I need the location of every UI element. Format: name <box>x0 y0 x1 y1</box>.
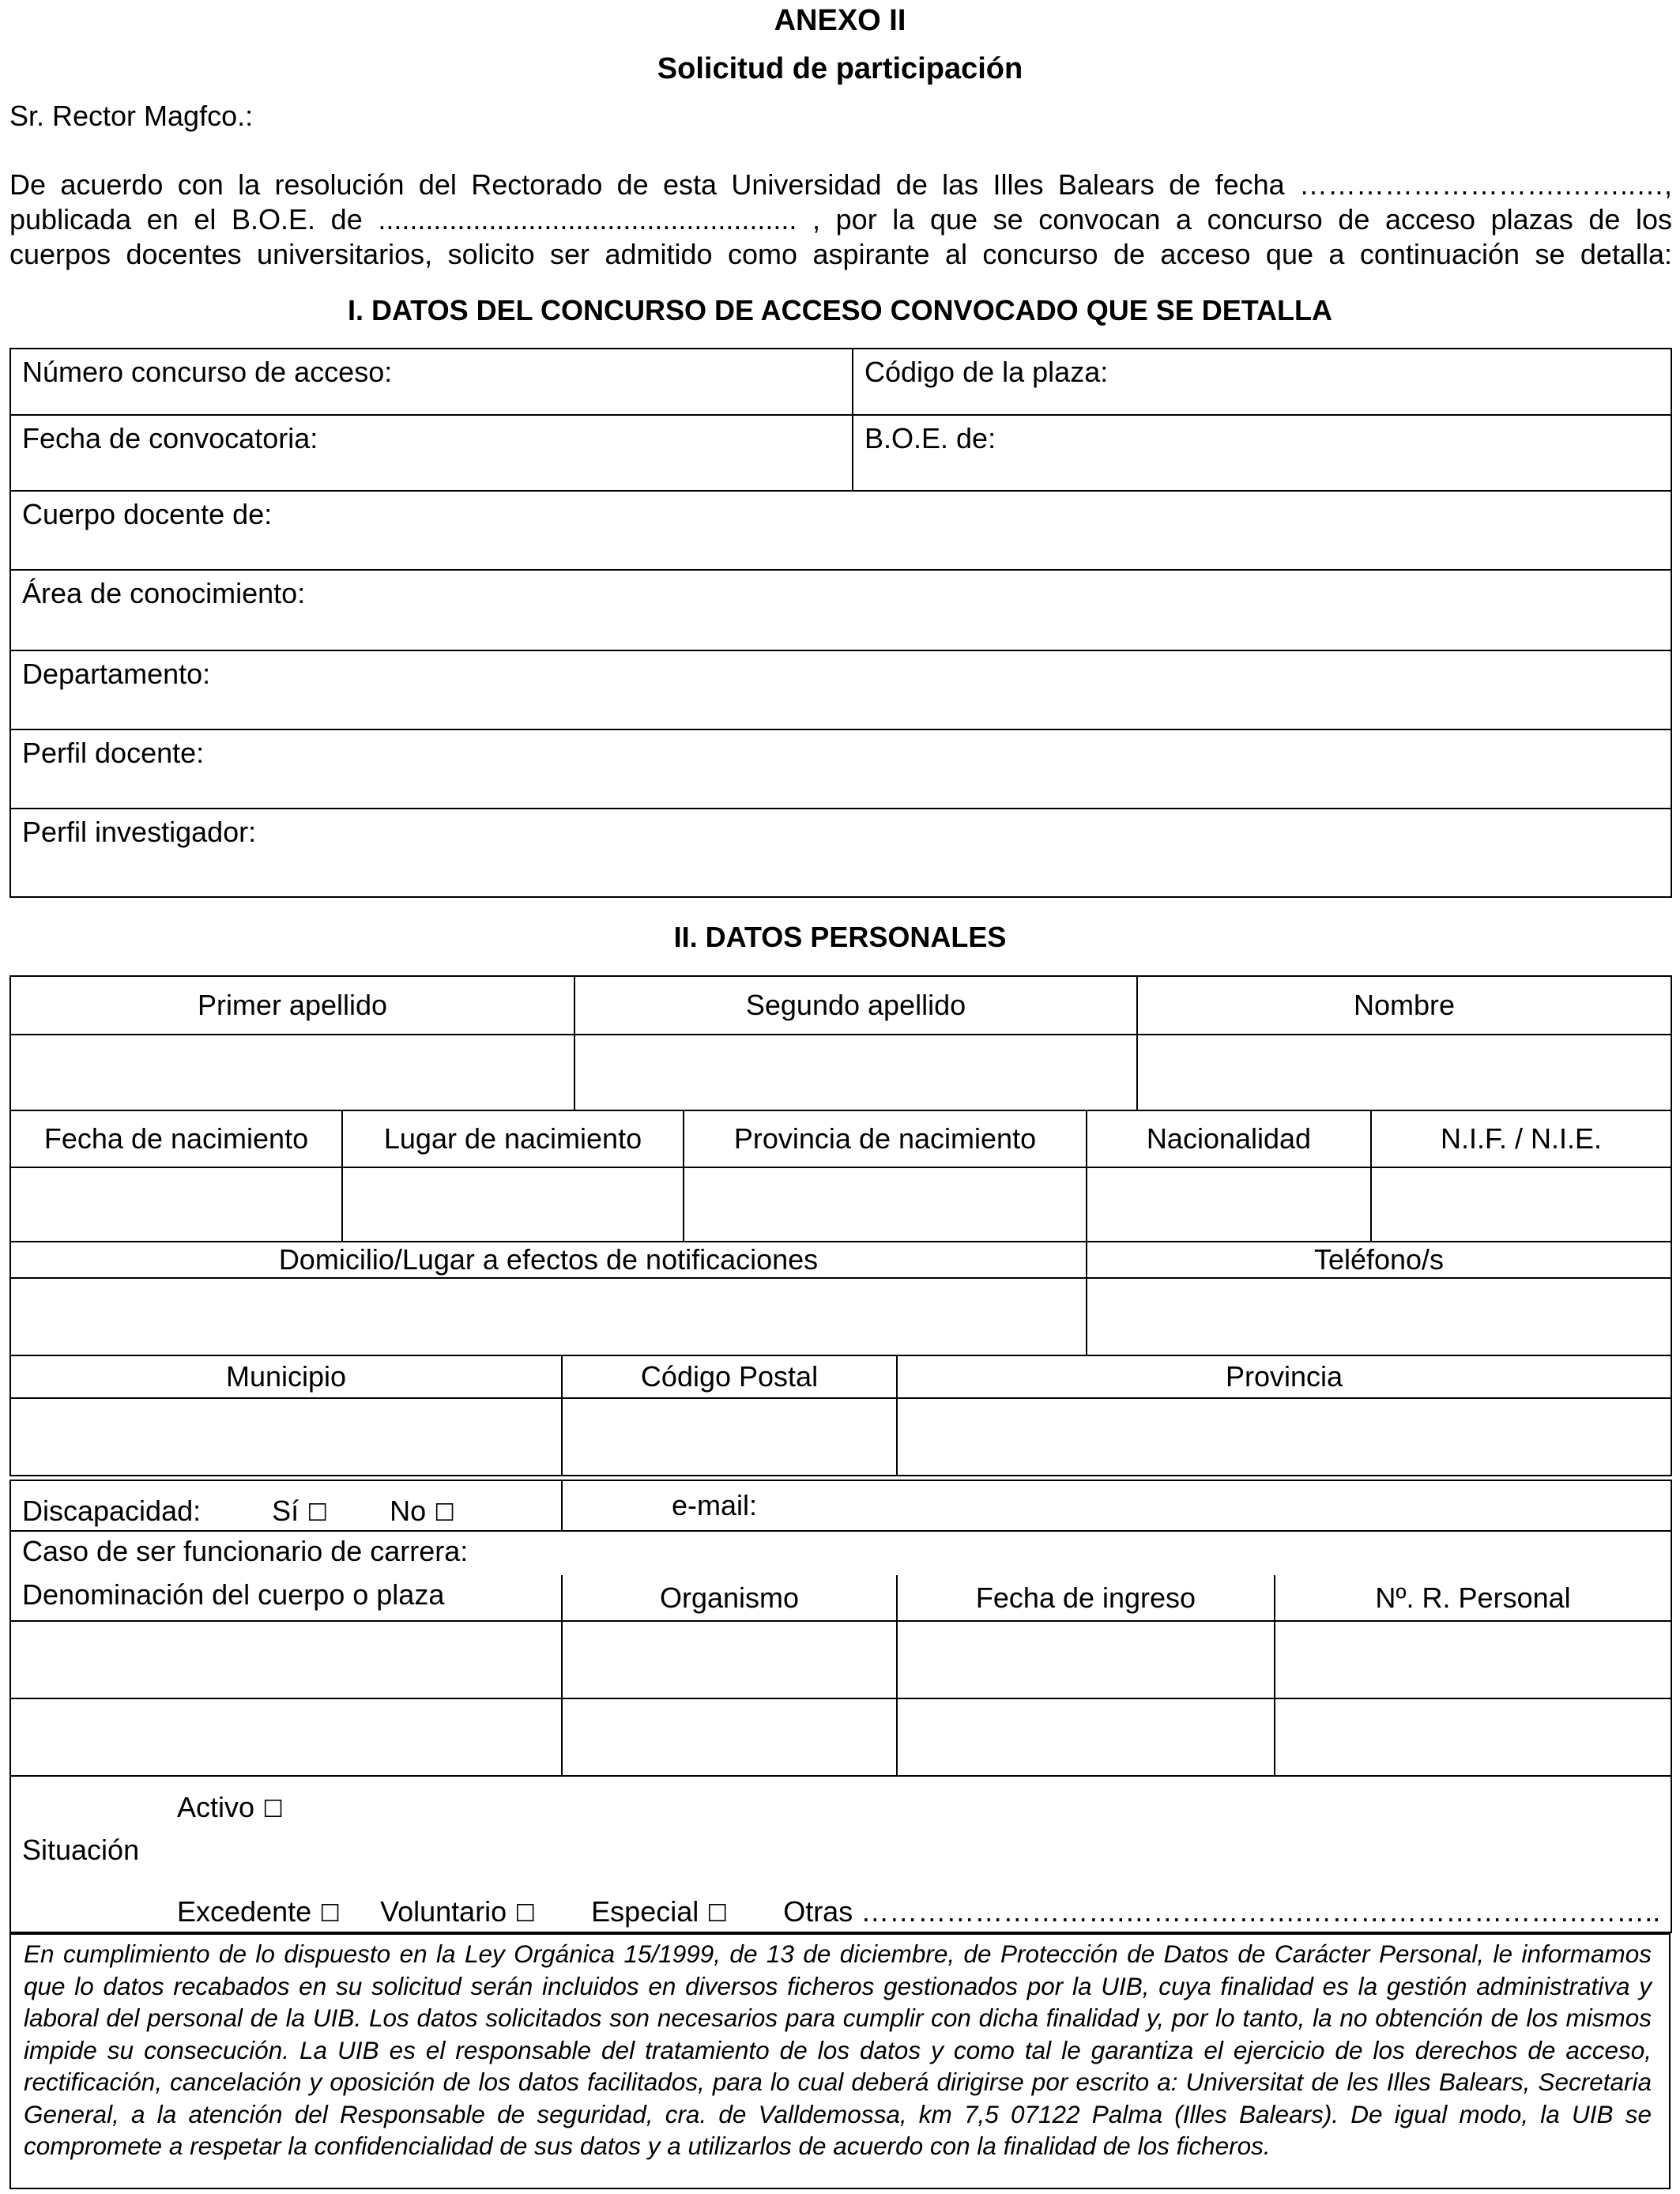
funcionario-cell <box>10 1531 1671 1575</box>
organismo-field-2[interactable] <box>562 1698 897 1776</box>
no-checkbox[interactable]: ☐ <box>434 1499 456 1527</box>
departamento-cell[interactable] <box>10 650 1671 729</box>
excedente-label: Excedente <box>177 1895 312 1928</box>
especial-checkbox[interactable]: ☐ <box>706 1900 729 1928</box>
primer-apellido-field[interactable] <box>10 1035 574 1110</box>
funcionario-table <box>9 1530 1672 1933</box>
nrp-field-1[interactable] <box>1275 1621 1671 1698</box>
fecha-nacimiento-header: Fecha de nacimiento <box>10 1110 342 1167</box>
email-label: e-mail: <box>672 1489 758 1521</box>
names-table <box>9 975 1672 1111</box>
departamento-label: Departamento: <box>22 658 211 690</box>
codigo-plaza-label: Código de la plaza: <box>864 356 1109 388</box>
perfil-docente-cell[interactable] <box>10 729 1671 809</box>
cuerpo-docente-label: Cuerpo docente de: <box>22 498 273 530</box>
nif-header: N.I.F. / N.I.E. <box>1371 1110 1671 1167</box>
address-table <box>9 1241 1672 1356</box>
fecha-ingreso-header: Fecha de ingreso <box>897 1575 1275 1621</box>
especial-label: Especial <box>591 1895 699 1928</box>
provincia-nacimiento-header: Provincia de nacimiento <box>684 1110 1087 1167</box>
voluntario-checkbox[interactable]: ☐ <box>514 1900 537 1928</box>
intro-line-1: De acuerdo con la resolución del Rectorado de esta Universidad de las Illes Balears de fecha ……………………….……..…, <box>9 168 1672 201</box>
nif-field[interactable] <box>1371 1167 1671 1242</box>
codigo-plaza-cell[interactable] <box>853 349 1671 415</box>
fecha-convocatoria-label: Fecha de convocatoria: <box>22 422 318 454</box>
domicilio-field[interactable] <box>10 1278 1087 1355</box>
funcionario-label: Caso de ser funcionario de carrera: <box>22 1535 469 1567</box>
intro-line-2: publicada en el B.O.E. de ..................................................... , por la que se convocan a concurso de acceso plazas de los <box>9 203 1672 236</box>
form-title: Solicitud de participación <box>657 52 1023 85</box>
numero-concurso-cell[interactable] <box>10 349 853 415</box>
si-checkbox[interactable]: ☐ <box>307 1499 329 1527</box>
fecha-ingreso-field-1[interactable] <box>897 1621 1275 1698</box>
activo-option <box>177 1791 284 1826</box>
excedente-checkbox[interactable]: ☐ <box>319 1900 341 1928</box>
codigo-postal-header: Código Postal <box>562 1355 897 1398</box>
perfil-investigador-label: Perfil investigador: <box>22 816 257 848</box>
section-2-title: II. DATOS PERSONALES <box>673 921 1007 953</box>
boe-cell[interactable] <box>853 415 1671 491</box>
nacionalidad-header: Nacionalidad <box>1087 1110 1371 1167</box>
organismo-header: Organismo <box>562 1575 897 1621</box>
primer-apellido-header: Primer apellido <box>10 976 574 1035</box>
codigo-postal-field[interactable] <box>562 1398 897 1476</box>
no-label: No <box>390 1495 427 1527</box>
segundo-apellido-header: Segundo apellido <box>574 976 1137 1035</box>
activo-checkbox[interactable]: ☐ <box>262 1796 284 1823</box>
domicilio-header: Domicilio/Lugar a efectos de notificaciones <box>10 1242 1087 1278</box>
situacion-cell <box>10 1776 1671 1932</box>
intro-paragraph <box>9 168 1672 272</box>
segundo-apellido-field[interactable] <box>574 1035 1137 1110</box>
fecha-nacimiento-field[interactable] <box>10 1167 342 1242</box>
numero-concurso-label: Número concurso de acceso: <box>22 356 393 388</box>
otras-label: Otras <box>783 1895 853 1928</box>
boe-label: B.O.E. de: <box>864 422 996 454</box>
area-conocimiento-label: Área de conocimiento: <box>22 577 306 609</box>
birth-data-table <box>9 1110 1672 1242</box>
nrp-field-2[interactable] <box>1275 1698 1671 1776</box>
voluntario-label: Voluntario <box>380 1895 507 1928</box>
lugar-nacimiento-field[interactable] <box>342 1167 684 1242</box>
legal-notice-text: En cumplimiento de lo dispuesto en la Ley Orgánica 15/1999, de 13 de diciembre, de Protección de Datos de Carácter Personal, le informamos que lo datos recabados en su solicitud serán incluidos en diversos ficheros gestionados por la UIB, cuya finalidad es la gestión administrativa y laboral del personal de la UIB. Los datos solicitados son necesarios para cumplir con dicha finalidad y, por lo tanto, la no obtención de los mismos impide su consecución. La UIB es el responsable del tratamiento de los datos y como tal le garantiza el ejercicio de los derechos de acceso, rectificación, cancelación y oposición de los datos facilitados, para lo cual deberá dirigirse por escrito a: Universitat de les Illes Balears, Secretaria General, a la atención del Responsable de seguridad, cra. de Valldemossa, km 7,5 07122 Palma (Illes Balears). De igual modo, la UIB se compromete a respetar la confidencialidad de sus datos y a utilizarlos de acuerdo con la finalidad de los ficheros. <box>24 1940 1652 2160</box>
email-cell[interactable] <box>562 1480 1671 1531</box>
municipio-field[interactable] <box>10 1398 562 1476</box>
perfil-docente-label: Perfil docente: <box>22 737 205 769</box>
section-1-title: I. DATOS DEL CONCURSO DE ACCESO CONVOCADO QUE SE DETALLA <box>347 294 1333 326</box>
provincia-field[interactable] <box>897 1398 1671 1476</box>
fecha-ingreso-field-2[interactable] <box>897 1698 1275 1776</box>
provincia-header: Provincia <box>897 1355 1671 1398</box>
denominacion-field-2[interactable] <box>10 1698 562 1776</box>
nrp-header: Nº. R. Personal <box>1275 1575 1671 1621</box>
provincia-nacimiento-field[interactable] <box>684 1167 1087 1242</box>
activo-label: Activo <box>177 1791 255 1823</box>
si-label: Sí <box>272 1495 299 1527</box>
situacion-label: Situación <box>22 1834 140 1866</box>
intro-line-3: cuerpos docentes universitarios, solicito ser admitido como aspirante al concurso de acceso que a continuación se detalla: <box>9 238 1672 270</box>
lugar-nacimiento-header: Lugar de nacimiento <box>342 1110 684 1167</box>
perfil-investigador-cell[interactable] <box>10 809 1671 897</box>
situacion-options-row <box>177 1895 1660 1931</box>
nacionalidad-field[interactable] <box>1087 1167 1371 1242</box>
otras-dotted-field[interactable]: ……………………….……………….……………………………….. <box>861 1895 1661 1928</box>
telefonos-header: Teléfono/s <box>1087 1242 1671 1278</box>
denominacion-header-cell <box>10 1575 562 1621</box>
nombre-header: Nombre <box>1137 976 1671 1035</box>
contest-data-table <box>9 348 1672 898</box>
telefonos-field[interactable] <box>1087 1278 1671 1355</box>
discapacidad-label: Discapacidad: <box>22 1495 202 1527</box>
municipio-header: Municipio <box>10 1355 562 1398</box>
disability-email-table <box>9 1480 1672 1532</box>
annex-heading: ANEXO II <box>774 4 906 37</box>
discapacidad-cell <box>10 1480 562 1531</box>
cuerpo-docente-cell[interactable] <box>10 491 1671 570</box>
fecha-convocatoria-cell[interactable] <box>10 415 853 491</box>
salutation: Sr. Rector Magfco.: <box>9 100 254 132</box>
municipality-table <box>9 1355 1672 1476</box>
area-conocimiento-cell[interactable] <box>10 570 1671 650</box>
nombre-field[interactable] <box>1137 1035 1671 1110</box>
organismo-field-1[interactable] <box>562 1621 897 1698</box>
denominacion-header: Denominación del cuerpo o plaza <box>22 1578 445 1611</box>
denominacion-field-1[interactable] <box>10 1621 562 1698</box>
